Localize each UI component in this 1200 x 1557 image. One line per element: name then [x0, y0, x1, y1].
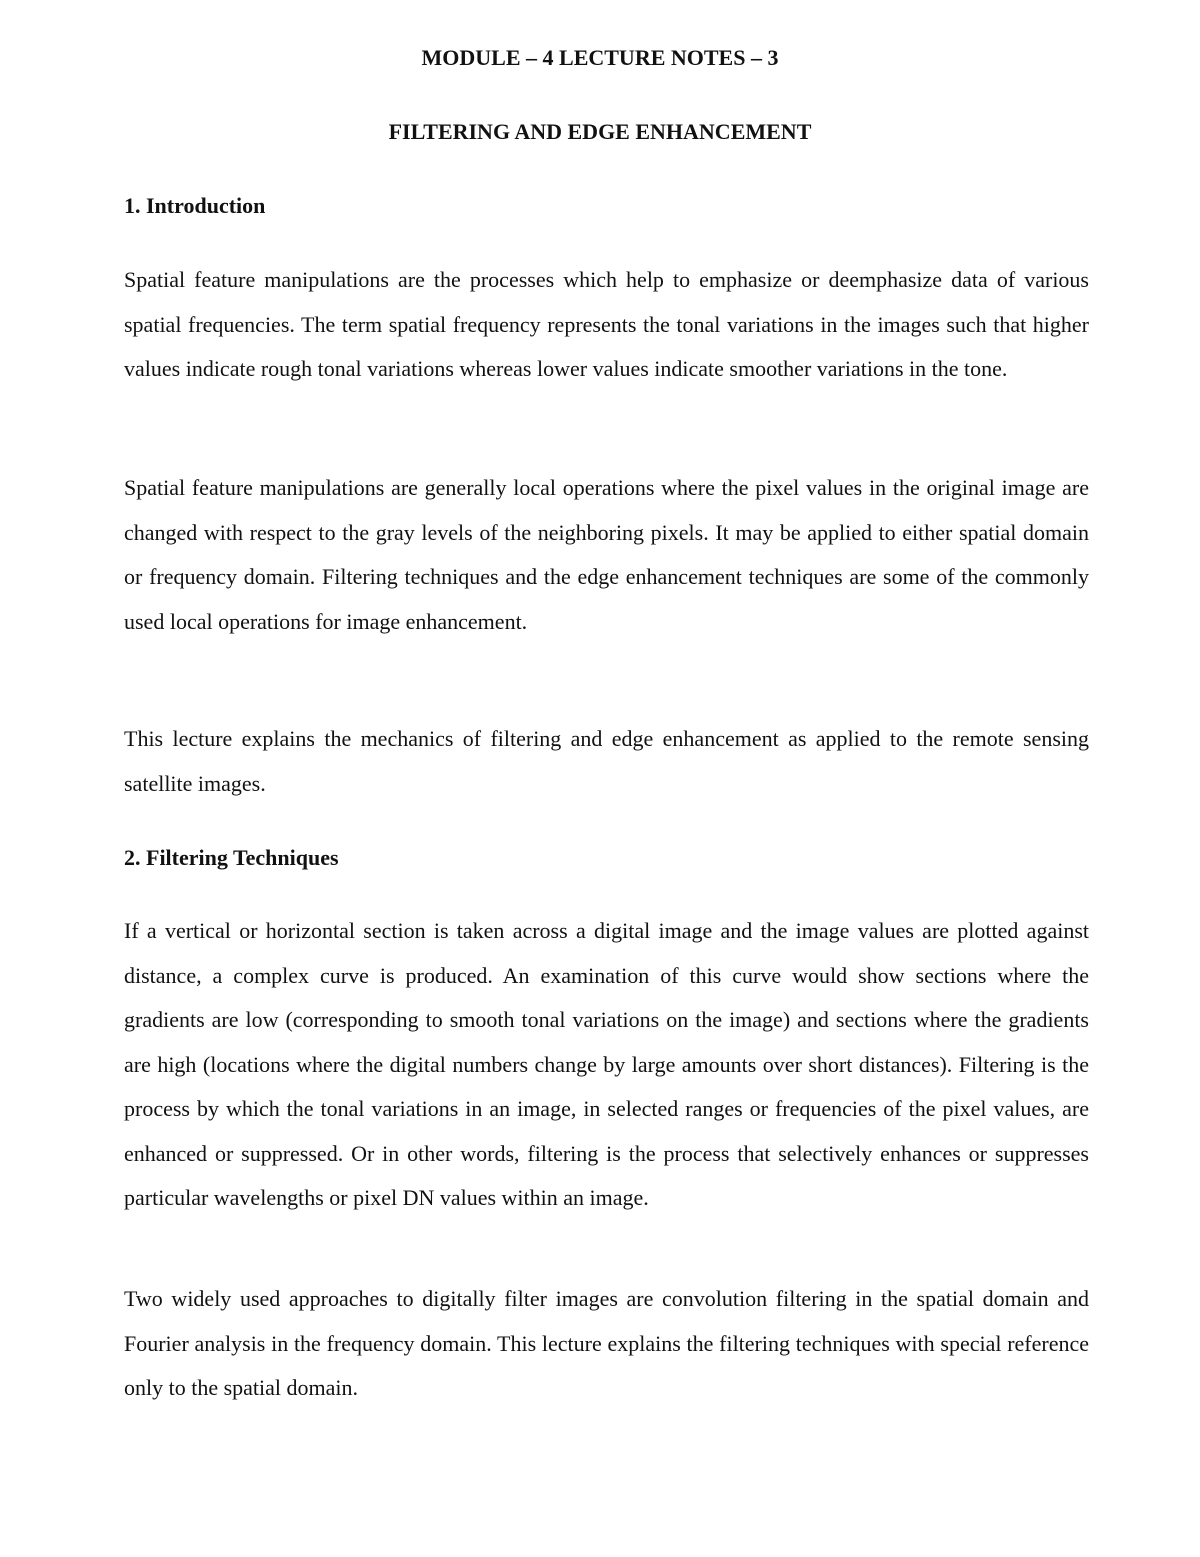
paragraph-filtering-1: If a vertical or horizontal section is taken across a digital image and the image values are plotted against distance, a complex curve is produced. An examination of this curve would show sections where the gradients are low (corresponding to smooth tonal variations on the image) and sections where the gradients are high (locations where the digital numbers change by large amounts over short distances). Filtering is the process by which the tonal variations in an image, in selected ranges or frequencies of the pixel values, are enhanced or suppressed. Or in other words, filtering is the process that selectively enhances or suppresses particular wavelengths or pixel DN values within an image. — [124, 918, 1089, 1210]
paragraph-intro-2: Spatial feature manipulations are generally local operations where the pixel values in the original image are changed with respect to the gray levels of the neighboring pixels. It may be applied to either spatial domain or frequency domain. Filtering techniques and the edge enhancement techniques are some of the commonly used local operations for image enhancement. — [124, 475, 1089, 634]
paragraph-filtering-2: Two widely used approaches to digitally filter images are convolution filtering in the spatial domain and Fourier analysis in the frequency domain. This lecture explains the filtering techniques with special reference only to the spatial domain. — [124, 1286, 1089, 1400]
section-heading-introduction: 1. Introduction — [124, 193, 266, 218]
module-title: MODULE – 4 LECTURE NOTES – 3 — [421, 45, 779, 70]
section-heading-filtering-techniques: 2. Filtering Techniques — [124, 845, 339, 870]
document-title: FILTERING AND EDGE ENHANCEMENT — [388, 119, 812, 144]
paragraph-intro-1: Spatial feature manipulations are the processes which help to emphasize or deemphasize data of various spatial frequencies. The term spatial frequency represents the tonal variations in the images such that higher values indicate rough tonal variations whereas lower values indicate smoother variations in the tone. — [124, 267, 1089, 381]
paragraph-intro-3: This lecture explains the mechanics of filtering and edge enhancement as applied to the remote sensing satellite images. — [124, 726, 1089, 796]
